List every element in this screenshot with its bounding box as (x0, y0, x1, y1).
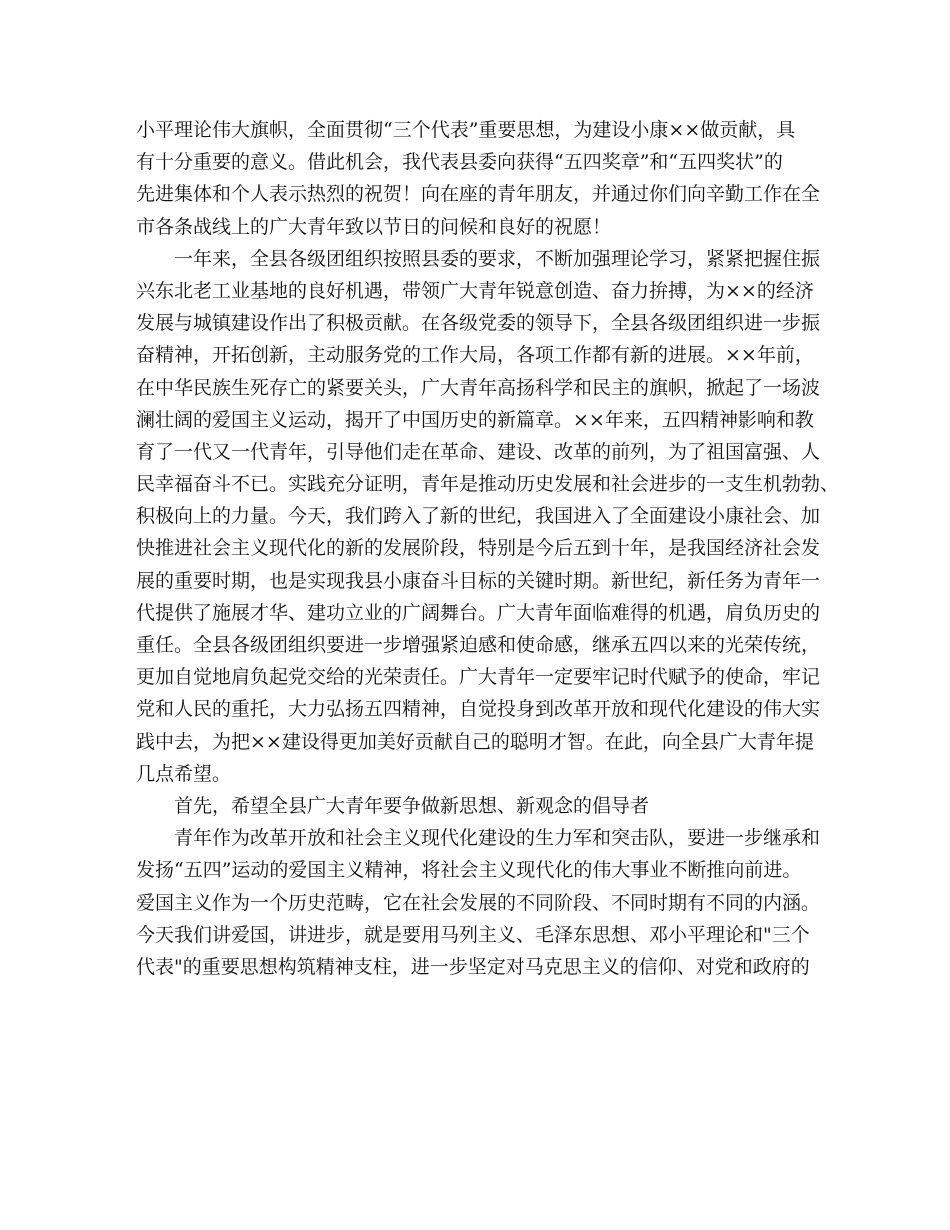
text-line: 民幸福奋斗不已。实践充分证明，青年是推动历史发展和社会进步的一支生机勃勃、 (136, 473, 840, 496)
text-line: 市各条战线上的广大青年致以节日的问候和良好的祝愿！ (136, 215, 612, 238)
text-line: 展的重要时期，也是实现我县小康奋斗目标的关键时期。新世纪，新任务为青年一 (136, 569, 821, 592)
text-line: 先进集体和个人表示热烈的祝贺！向在座的青年朋友，并通过你们向辛勤工作在全 (136, 183, 821, 206)
text-line: 发展与城镇建设作出了积极贡献。在各级党委的领导下，全县各级团组织进一步振 (136, 312, 821, 335)
text-line: 重任。全县各级团组织要进一步增强紧迫感和使命感，继承五四以来的光荣传统， (136, 634, 821, 656)
text-line: 澜壮阔的爱国主义运动，揭开了中国历史的新篇章。××年来，五四精神影响和教 (136, 408, 814, 431)
text-line: 今天我们讲爱国，讲进步，就是要用马列主义、毛泽东思想、邓小平理论和"三个 (136, 923, 810, 946)
text-line: 党和人民的重托，大力弘扬五四精神，自觉投身到改革开放和现代化建设的伟大实 (136, 698, 821, 721)
paragraph-p2 (136, 243, 840, 790)
paragraph-p4 (136, 822, 826, 983)
text-line: 兴东北老工业基地的良好机遇，带领广大青年锐意创造、奋力拚搏，为××的经济 (136, 279, 814, 302)
text-line: 积极向上的力量。今天，我们跨入了新的世纪，我国进入了全面建设小康社会、加 (136, 505, 821, 528)
text-line: 更加自觉地肩负起党交给的光荣责任。广大青年一定要牢记时代赋予的使命，牢记 (136, 666, 821, 689)
text-line: 践中去，为把××建设得更加美好贡献自己的聪明才智。在此，向全县广大青年提 (136, 730, 814, 753)
text-line: 代表"的重要思想构筑精神支柱，进一步坚定对马克思主义的信仰、对党和政府的 (136, 955, 810, 978)
paragraph-p1 (136, 114, 826, 243)
text-line: 育了一代又一代青年，引导他们走在革命、建设、改革的前列，为了祖国富强、人 (136, 440, 821, 463)
text-line: 小平理论伟大旗帜，全面贯彻“三个代表”重要思想，为建设小康××做贡献，具 (136, 119, 796, 141)
body-text (136, 114, 840, 983)
text-line: 快推进社会主义现代化的新的发展阶段，特别是今后五到十年，是我国经济社会发 (136, 537, 821, 560)
text-line: 代提供了施展才华、建功立业的广阔舞台。广大青年面临难得的机遇，肩负历史的 (136, 601, 821, 624)
text-line: 几点希望。 (136, 762, 232, 785)
text-line: 青年作为改革开放和社会主义现代化建设的生力军和突击队，要进一步继承和 (174, 827, 821, 850)
text-line: 爱国主义作为一个历史范畴，它在社会发展的不同阶段、不同时期有不同的内涵。 (136, 891, 821, 914)
text-line: 奋精神，开拓创新，主动服务党的工作大局，各项工作都有新的进展。××年前， (136, 344, 814, 367)
text-line: 在中华民族生死存亡的紧要关头，广大青年高扬科学和民主的旗帜，掀起了一场波 (136, 376, 821, 399)
paragraph-p3 (136, 790, 826, 822)
text-line: 有十分重要的意义。借此机会，我代表县委向获得“五四奖章”和“五四奖状”的 (136, 151, 783, 174)
text-line: 首先，希望全县广大青年要争做新思想、新观念的倡导者 (174, 794, 650, 817)
text-line: 一年来，全县各级团组织按照县委的要求，不断加强理论学习，紧紧把握住振 (174, 247, 821, 270)
text-line: 发扬“五四”运动的爱国主义精神，将社会主义现代化的伟大事业不断推向前进。 (136, 859, 802, 882)
